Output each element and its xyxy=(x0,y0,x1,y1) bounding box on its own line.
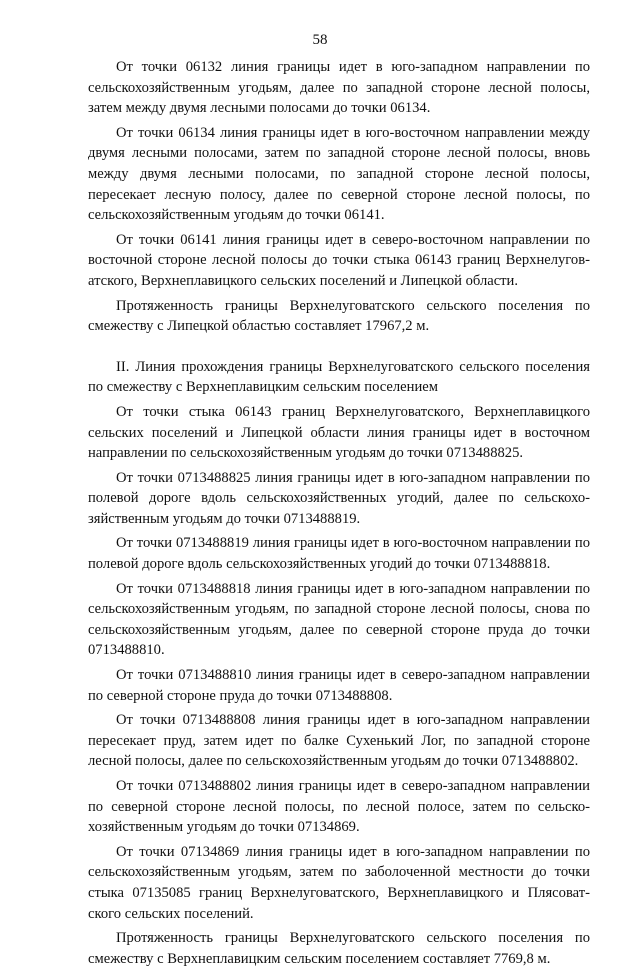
page-number: 58 xyxy=(312,32,328,48)
paragraph: От точки 0713488825 линия границы идет в юго-западном направлении по полевой дороге вдоль сельскохозяйственных угодий, далее по сельскохозяйственным угодьям до точки 0713488819. xyxy=(88,469,590,527)
paragraph: Протяженность границы Верхнелуговатского сельского поселения по смежеству с Липецкой областью составляет 17967,2 м. xyxy=(88,297,590,335)
paragraph: Протяженность границы Верхнелуговатского сельского поселения по смежеству с Верхнеплавицким сельским поселением составляет 7769,8 м. xyxy=(88,930,590,967)
document-body xyxy=(88,57,590,973)
paragraph: От точки 0713488819 линия границы идет в юго-восточном направлении по полевой дороге вдоль сельскохозяйственных угодий до точки 0713488818. xyxy=(88,535,590,573)
paragraph: От точки 0713488808 линия границы идет в юго-западном направлении пересекает пруд, затем идет по балке Сухенький Лог, по западной стороне лесной полосы, далее по сельскохозяйственным угодьям до точки 0713488802. xyxy=(88,712,590,770)
paragraph: От точки 0713488810 линия границы идет в северо-западном направлении по северной стороне пруда до точки 0713488808. xyxy=(88,667,590,704)
paragraph: От точки 06134 линия границы идет в юго-восточном направлении между двумя лесными полосами, затем по западной стороне лесной полосы, вновь между двумя лесными полосами, по западной стороне лесной полосы, пересекает лесную полосу, далее по северной стороне лесной полосы, по сельскохозяйственным угодьям до точки 06141. xyxy=(88,124,590,224)
section-heading: II. Линия прохождения границы Верхнелуговатского сельского поселения по смежеству с Верхнеплавицким сельским поселением xyxy=(88,358,590,396)
paragraph: От точки 06132 линия границы идет в юго-западном направлении по сельскохозяйственным угодьям, далее по западной стороне лесной полосы, затем между двумя лесными полосами до точки 06134. xyxy=(88,59,590,117)
paragraph: От точки 0713488802 линия границы идет в северо-западном направлении по северной стороне лесной полосы, по лесной полосе, затем по сельскохозяйственным угодьям до точки 07134869. xyxy=(88,778,590,836)
paragraph: От точки 0713488818 линия границы идет в юго-западном направлении по сельскохозяйственным угодьям, по западной стороне лесной полосы, снова по сельскохозяйственным угодьям, далее по северной стороне пруда до точки 0713488810. xyxy=(88,580,590,659)
paragraph: От точки стыка 06143 границ Верхнелуговатского, Верхнеплавицкого сельских поселений и Липецкой области линия границы идет в восточном направлении по сельскохозяйственным угодьям до точки 0713488825. xyxy=(88,403,590,462)
paragraph: От точки 07134869 линия границы идет в юго-западном направлении по сельскохозяйственным угодьям, затем по заболоченной местности до точки стыка 07135085 границ Верхнелуговатского, Верхнеплавицкого и Плясоватского сельских поселений. xyxy=(88,843,590,922)
paragraph: От точки 06141 линия границы идет в северо-восточном направлении по восточной стороне лесной полосы до точки стыка 06143 границ Верхнелуговатского, Верхнеплавицкого сельских поселений и Липецкой области. xyxy=(88,231,590,289)
